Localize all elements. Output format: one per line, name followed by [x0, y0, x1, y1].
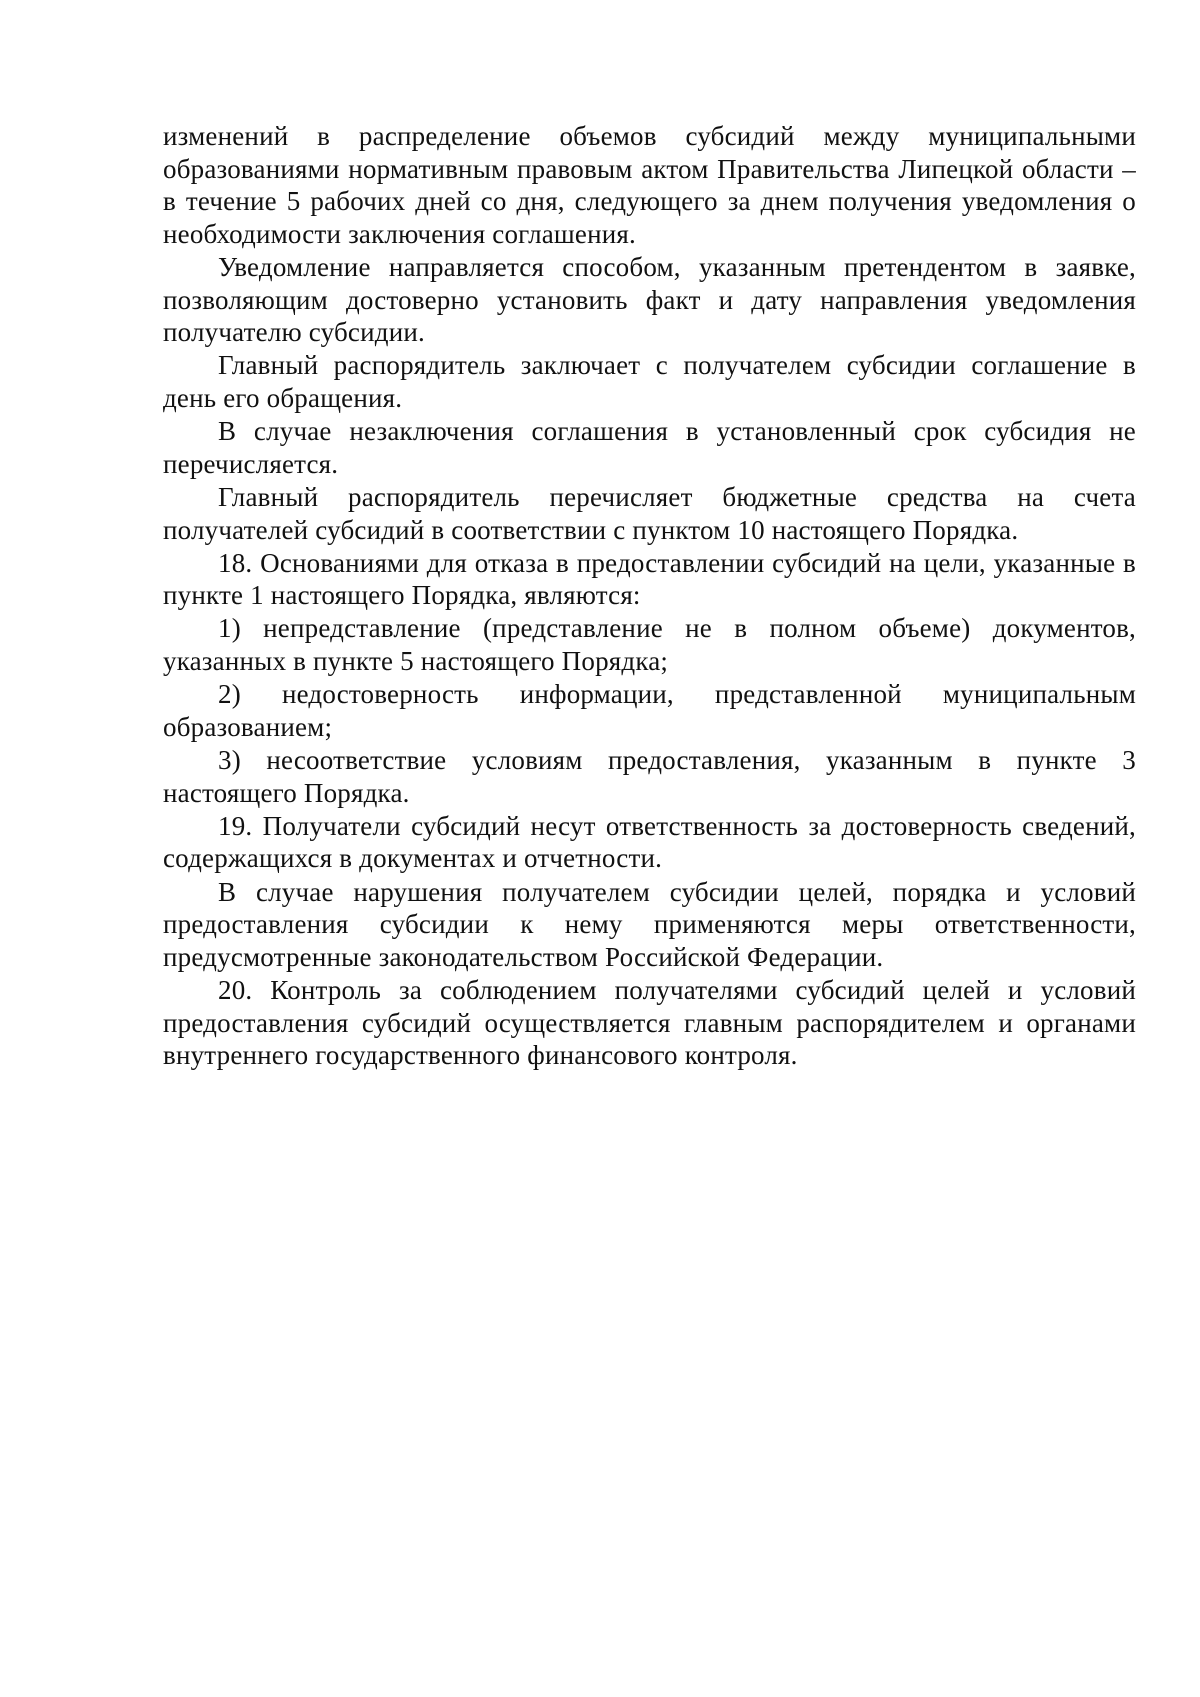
paragraph-subitem-2: 2) недостоверность информации, представленной муниципальным образованием;	[163, 679, 1136, 742]
paragraph-no-agreement: В случае незаключения соглашения в установленный срок субсидия не перечисляется.	[163, 416, 1136, 479]
paragraph-agreement-day: Главный распорядитель заключает с получателем субсидии соглашение в день его обращения.	[163, 350, 1136, 413]
paragraph-continuation: изменений в распределение объемов субсидий между муниципальными образованиями нормативным правовым актом Правительства Липецкой области – в течение 5 рабочих дней со дня, следующего за днем получения уведомления о необходимости заключения соглашения.	[163, 121, 1136, 249]
paragraph-violation: В случае нарушения получателем субсидии целей, порядка и условий предоставления субсидии к нему применяются меры ответственности, предусмотренные законодательством Российской Федерации.	[163, 876, 1136, 972]
document-body	[163, 120, 1136, 1072]
paragraph-funds-transfer: Главный распорядитель перечисляет бюджетные средства на счета получателей субсидий в соответствии с пунктом 10 настоящего Порядка.	[163, 481, 1136, 545]
paragraph-item-20: 20. Контроль за соблюдением получателями субсидий целей и условий предоставления субсидий осуществляется главным распорядителем и органами внутреннего государственного финансового контроля.	[163, 974, 1136, 1071]
paragraph-subitem-1: 1) непредставление (представление не в полном объеме) документов, указанных в пункте 5 настоящего Порядка;	[163, 613, 1136, 677]
paragraph-item-19: 19. Получатели субсидий несут ответственность за достоверность сведений, содержащихся в документах и отчетности.	[163, 810, 1136, 874]
paragraph-subitem-3: 3) несоответствие условиям предоставления, указанным в пункте 3 настоящего Порядка.	[163, 745, 1136, 808]
paragraph-notification-method: Уведомление направляется способом, указанным претендентом в заявке, позволяющим достоверно установить факт и дату направления уведомления получателю субсидии.	[163, 251, 1136, 348]
paragraph-item-18: 18. Основаниями для отказа в предоставлении субсидий на цели, указанные в пункте 1 настоящего Порядка, являются:	[163, 547, 1136, 611]
